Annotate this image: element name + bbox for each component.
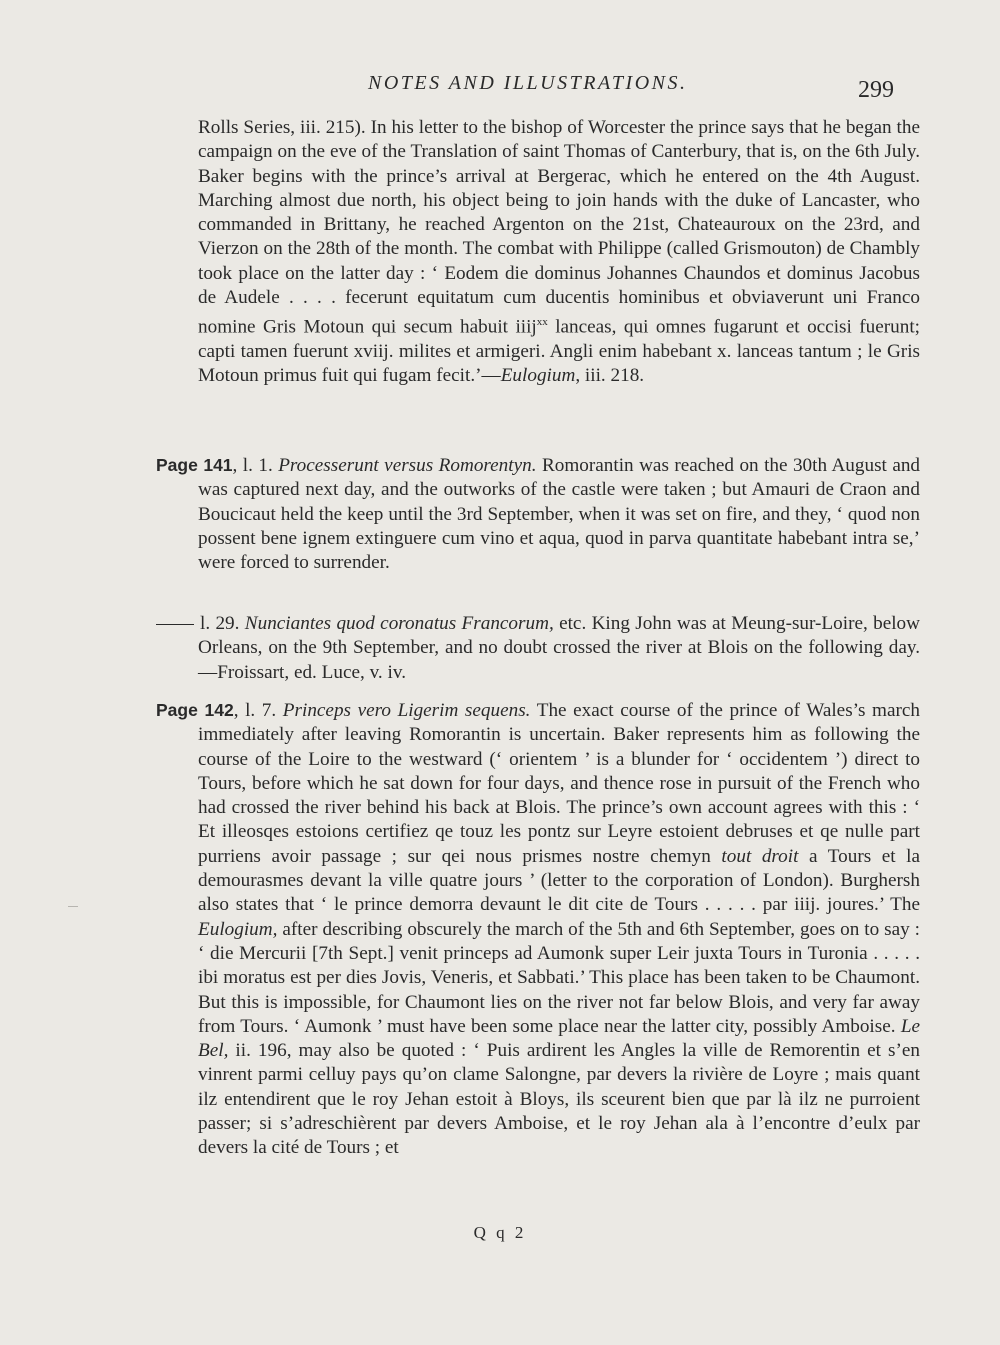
continuation-text: Rolls Series, iii. 215). In his letter to the bishop of Worcester the prince says that he began the campaign on the eve of the Translation of saint Thomas of Canterbury, that is, on the 6th July. Baker begins with the prince’s arrival at Bergerac, which he entered on the 4th August. Marching almost due north, his object being to join hands with the duke of Lancaster, who commanded in Brittany, he reached Argenton on the 21st, Chateauroux on the 23rd, and Vierzon on the 28th of the month. The combat with Philippe (called Grismouton) de Chambly took place on the latter day : ‘ Eodem die dominus Johannes Chaundos et dominus Jacobus de Audele . . . . fecerunt equitatum cum ducentis hominibus et obviaverunt uni Franco nomine Gris Motoun qui secum habuit iiij [198,117,920,338]
page-number: 299 [858,77,894,103]
note-entry-page-142 [156,698,921,1161]
note-text: The exact course of the prince of Wales’s march immediately after leaving Romorantin is uncertain. Baker represents him as following the course of the Loire to the westward (‘ orientem ’ is a blunder for ‘ occidentem ’) direct to Tours, before which he sat down for four days, and thence rose in pursuit of the French who had crossed the river behind his back at Blois. The prince’s own account agrees with this : ‘ Et illeosqes estoions certifiez qe touz les pontz sur Leyre estoient debruses et qe nulle part purriens avoir passage ; sur qei nous prismes nostre chemyn [198,700,920,867]
italic-title: Le Bel, [198,1015,920,1062]
superscript-xx: xx [536,316,548,329]
ditto-dash [156,624,194,625]
note-text: ii. 196, may also be quoted : ‘ Puis ardirent les Angles la ville de Remorentin et s’en vinrent parmi celluy pays qu’on clame Salongne, par devers la rivière de Loyre ; mais quant ilz entendirent que le roy Jehan estoit à Bloys, ils sceurent bien que par là ilz ne purroient passer; si s’adreschièrent par devers Amboise, et le roy Jehan ala à l’encontre d’eulx par devers la cité de Tours ; et [198,1040,920,1159]
note-entry-page-141 [156,453,921,575]
note-text: Romorantin was reached on the 30th August and was captured next day, and the outworks of the castle were taken ; but Amauri de Craon and Boucicaut held the keep until the 3rd September, when it was set on fire, and they, ‘ quod non possent bene ignem extinguere cum vino et aqua, quod in parva quantitate habebant intra se,’ were forced to surrender. [198,455,921,574]
continuation-paragraph [198,116,920,389]
note-text: etc. King John was at Meung-sur-Loire, below Orleans, on the 9th September, and no doubt crossed the river at Blois on the following day.—Froissart, ed. Luce, v. iv. [198,613,920,683]
note-text: after describing obscurely the march of the 5th and 6th September, goes on to say : ‘ die Mercurii [7th Sept.] venit princeps ad Aumonk super Leir juxta Tours in Turonia . . . . . ibi moratus est per dies Jovis, Veneris, et Sabbati.’ This place has been taken to be Chaumont. But this is impossible, for Chaumont lies on the river not far below Blois, and very far away from Tours. ‘ Aumonk ’ must have been some place near the latter city, possibly Amboise. [198,918,920,1037]
note-entry-line-29 [198,612,920,685]
source-title: Eulogium [500,365,576,387]
line-reference: , l. 7. [233,700,277,721]
margin-mark [68,906,78,907]
line-reference: , l. 1. [232,455,273,476]
page-reference: Page 141 [156,455,233,475]
italic-phrase: tout droit [721,845,799,867]
lemma: Nunciantes quod coronatus Francorum, [244,613,554,634]
italic-title: Eulogium, [198,918,278,940]
lemma: Processerunt versus Romorentyn. [278,455,537,476]
lemma: Princeps vero Ligerim sequens. [282,700,531,721]
source-ref: , iii. 218. [575,365,645,387]
note-text: a Tours et la demourasmes devant la ville quatre jours ’ (letter to the corporation of London). Burghersh also states that ‘ le prince demorra devaunt le dit cite de Tours . . . . . par iiij. joures.’ The [198,845,921,916]
continuation-tail: lanceas, qui omnes fugarunt et occisi fuerunt; capti tamen fuerunt xviij. milites et armigeri. Angli enim habebant x. lanceas tantum ; le Gris Motoun primus fuit qui fugam fecit.’— [198,316,920,387]
page-reference: Page 142 [156,700,234,720]
line-reference: l. 29. [200,613,240,634]
signature-mark: Q q 2 [473,1223,527,1242]
running-head [0,72,1000,102]
running-title: NOTES AND ILLUSTRATIONS. [368,72,688,94]
